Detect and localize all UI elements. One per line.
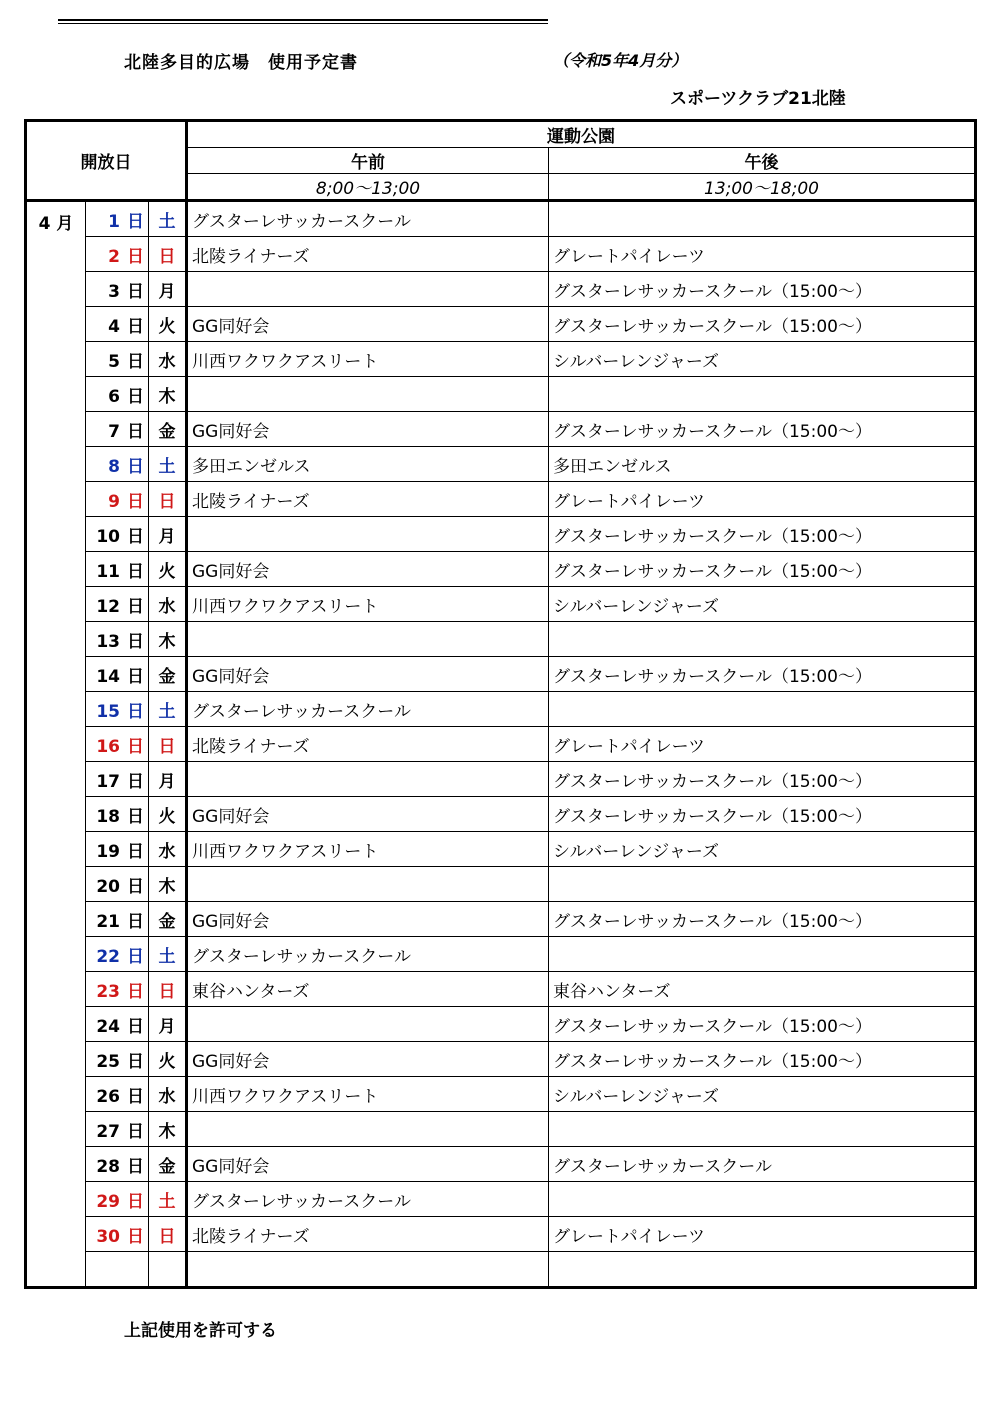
- weekday: 日: [149, 972, 187, 1007]
- day-suffix: 日: [127, 596, 144, 617]
- am-header: 午前: [187, 148, 549, 174]
- table-row: [26, 377, 976, 412]
- am-slot: グスターレサッカースクール: [187, 937, 549, 972]
- weekday: 土: [149, 447, 187, 482]
- day-number: [86, 412, 149, 447]
- table-row: [26, 1147, 976, 1182]
- table-row: [26, 201, 976, 237]
- table-row: [26, 1042, 976, 1077]
- weekday: 木: [149, 622, 187, 657]
- am-slot: 川西ワクワクアスリート: [187, 832, 549, 867]
- day-suffix: 日: [127, 421, 144, 442]
- day-number: [86, 342, 149, 377]
- pm-slot: グスターレサッカースクール（15:00～）: [549, 517, 976, 552]
- table-row: [26, 797, 976, 832]
- pm-slot: [549, 1112, 976, 1147]
- day-number: [86, 832, 149, 867]
- day-suffix: 日: [127, 351, 144, 372]
- day-number-value: 25: [96, 1051, 120, 1072]
- weekday: 金: [149, 657, 187, 692]
- empty-cell: [149, 1252, 187, 1288]
- day-suffix: 日: [127, 386, 144, 407]
- day-suffix: 日: [127, 701, 144, 722]
- table-row: [26, 937, 976, 972]
- weekday: 木: [149, 377, 187, 412]
- day-number-value: 5: [108, 351, 120, 372]
- table-row: [26, 307, 976, 342]
- day-suffix: 日: [127, 841, 144, 862]
- schedule-table: [24, 119, 977, 1289]
- day-number: [86, 762, 149, 797]
- table-row: [26, 1182, 976, 1217]
- table-row: [26, 1217, 976, 1252]
- day-number: [86, 1112, 149, 1147]
- table-row: [26, 237, 976, 272]
- am-time-header: 8;00～13;00: [187, 174, 549, 201]
- day-number-value: 29: [96, 1191, 120, 1212]
- day-number-value: 8: [108, 456, 120, 477]
- day-suffix: 日: [127, 946, 144, 967]
- day-suffix: 日: [127, 526, 144, 547]
- day-number-value: 15: [96, 701, 120, 722]
- weekday: 日: [149, 727, 187, 762]
- day-number-value: 17: [96, 771, 120, 792]
- approval-note: 上記使用を許可する: [124, 1321, 277, 1341]
- am-slot: GG同好会: [187, 412, 549, 447]
- table-row: [26, 482, 976, 517]
- pm-slot: グスターレサッカースクール（15:00～）: [549, 1042, 976, 1077]
- day-number-value: 13: [96, 631, 120, 652]
- empty-cell: [549, 1252, 976, 1288]
- am-slot: 北陵ライナーズ: [187, 727, 549, 762]
- day-suffix: 日: [127, 561, 144, 582]
- top-rule: [58, 19, 548, 24]
- day-number: [86, 937, 149, 972]
- am-slot: GG同好会: [187, 797, 549, 832]
- pm-slot: [549, 692, 976, 727]
- weekday: 月: [149, 517, 187, 552]
- day-suffix: 日: [127, 771, 144, 792]
- day-suffix: 日: [127, 911, 144, 932]
- day-number-value: 3: [108, 281, 120, 302]
- am-slot: [187, 1007, 549, 1042]
- day-suffix: 日: [127, 1226, 144, 1247]
- day-suffix: 日: [127, 491, 144, 512]
- am-slot: [187, 867, 549, 902]
- day-number-value: 1: [108, 211, 120, 232]
- day-number-value: 28: [96, 1156, 120, 1177]
- weekday: 月: [149, 272, 187, 307]
- day-number-value: 6: [108, 386, 120, 407]
- day-number: [86, 272, 149, 307]
- pm-slot: グスターレサッカースクール（15:00～）: [549, 412, 976, 447]
- pm-slot: 多田エンゼルス: [549, 447, 976, 482]
- opening-day-header: 開放日: [26, 121, 187, 201]
- pm-slot: グレートパイレーツ: [549, 727, 976, 762]
- pm-slot: グレートパイレーツ: [549, 482, 976, 517]
- weekday: 土: [149, 1182, 187, 1217]
- table-row: [26, 972, 976, 1007]
- weekday: 水: [149, 587, 187, 622]
- pm-slot: シルバーレンジャーズ: [549, 832, 976, 867]
- am-slot: グスターレサッカースクール: [187, 201, 549, 237]
- table-row: [26, 902, 976, 937]
- pm-slot: グスターレサッカースクール: [549, 1147, 976, 1182]
- day-number: [86, 377, 149, 412]
- weekday: 金: [149, 1147, 187, 1182]
- day-number: [86, 1042, 149, 1077]
- weekday: 水: [149, 342, 187, 377]
- pm-slot: グスターレサッカースクール（15:00～）: [549, 762, 976, 797]
- table-row: [26, 587, 976, 622]
- weekday: 月: [149, 762, 187, 797]
- day-suffix: 日: [127, 1191, 144, 1212]
- am-slot: [187, 762, 549, 797]
- am-slot: 北陵ライナーズ: [187, 1217, 549, 1252]
- pm-slot: [549, 937, 976, 972]
- day-number: [86, 517, 149, 552]
- day-number-value: 24: [96, 1016, 120, 1037]
- day-number-value: 26: [96, 1086, 120, 1107]
- day-number-value: 18: [96, 806, 120, 827]
- table-row: [26, 517, 976, 552]
- weekday: 木: [149, 1112, 187, 1147]
- day-number-value: 12: [96, 596, 120, 617]
- pm-slot: シルバーレンジャーズ: [549, 1077, 976, 1112]
- day-number-value: 16: [96, 736, 120, 757]
- day-number-value: 11: [96, 561, 120, 582]
- table-row: [26, 552, 976, 587]
- day-number: [86, 237, 149, 272]
- pm-slot: グスターレサッカースクール（15:00～）: [549, 902, 976, 937]
- day-suffix: 日: [127, 456, 144, 477]
- am-slot: GG同好会: [187, 307, 549, 342]
- day-suffix: 日: [127, 1051, 144, 1072]
- day-number-value: 21: [96, 911, 120, 932]
- day-number-value: 19: [96, 841, 120, 862]
- am-slot: 川西ワクワクアスリート: [187, 1077, 549, 1112]
- day-number: [86, 692, 149, 727]
- venue-header: 運動公園: [187, 121, 976, 148]
- pm-header: 午後: [549, 148, 976, 174]
- weekday: 金: [149, 412, 187, 447]
- am-slot: [187, 377, 549, 412]
- day-suffix: 日: [127, 211, 144, 232]
- table-row: [26, 867, 976, 902]
- day-suffix: 日: [127, 806, 144, 827]
- am-slot: 川西ワクワクアスリート: [187, 342, 549, 377]
- weekday: 土: [149, 692, 187, 727]
- table-row: [26, 727, 976, 762]
- weekday: 日: [149, 482, 187, 517]
- pm-slot: グスターレサッカースクール（15:00～）: [549, 657, 976, 692]
- pm-slot: グスターレサッカースクール（15:00～）: [549, 307, 976, 342]
- day-number-value: 23: [96, 981, 120, 1002]
- day-number-value: 10: [96, 526, 120, 547]
- pm-slot: グスターレサッカースクール（15:00～）: [549, 272, 976, 307]
- weekday: 土: [149, 201, 187, 237]
- am-slot: GG同好会: [187, 1147, 549, 1182]
- table-row: [26, 692, 976, 727]
- am-slot: [187, 1112, 549, 1147]
- day-number: [86, 1217, 149, 1252]
- day-suffix: 日: [127, 1156, 144, 1177]
- day-number: [86, 1007, 149, 1042]
- day-number: [86, 587, 149, 622]
- organization-name: スポーツクラブ21北陸: [670, 89, 846, 109]
- weekday: 金: [149, 902, 187, 937]
- am-slot: 北陵ライナーズ: [187, 482, 549, 517]
- day-number: [86, 552, 149, 587]
- day-suffix: 日: [127, 316, 144, 337]
- day-number: [86, 902, 149, 937]
- am-slot: GG同好会: [187, 1042, 549, 1077]
- day-number-value: 20: [96, 876, 120, 897]
- weekday: 日: [149, 1217, 187, 1252]
- pm-slot: グレートパイレーツ: [549, 1217, 976, 1252]
- weekday: 日: [149, 237, 187, 272]
- am-slot: 東谷ハンターズ: [187, 972, 549, 1007]
- pm-slot: グスターレサッカースクール（15:00～）: [549, 552, 976, 587]
- am-slot: GG同好会: [187, 552, 549, 587]
- day-suffix: 日: [127, 981, 144, 1002]
- day-number-value: 30: [96, 1226, 120, 1247]
- pm-slot: 東谷ハンターズ: [549, 972, 976, 1007]
- pm-slot: [549, 377, 976, 412]
- day-number: [86, 1182, 149, 1217]
- am-slot: GG同好会: [187, 657, 549, 692]
- day-suffix: 日: [127, 1086, 144, 1107]
- day-number: [86, 447, 149, 482]
- table-row: [26, 412, 976, 447]
- am-slot: 多田エンゼルス: [187, 447, 549, 482]
- weekday: 木: [149, 867, 187, 902]
- am-slot: [187, 622, 549, 657]
- am-slot: グスターレサッカースクール: [187, 1182, 549, 1217]
- weekday: 月: [149, 1007, 187, 1042]
- am-slot: 川西ワクワクアスリート: [187, 587, 549, 622]
- pm-slot: シルバーレンジャーズ: [549, 342, 976, 377]
- pm-slot: [549, 1182, 976, 1217]
- table-row: [26, 1077, 976, 1112]
- day-suffix: 日: [127, 666, 144, 687]
- weekday: 火: [149, 307, 187, 342]
- day-number: [86, 482, 149, 517]
- day-suffix: 日: [127, 281, 144, 302]
- am-slot: [187, 272, 549, 307]
- table-row: [26, 832, 976, 867]
- table-row: [26, 342, 976, 377]
- table-row: [26, 272, 976, 307]
- day-number-value: 9: [108, 491, 120, 512]
- pm-slot: グスターレサッカースクール（15:00～）: [549, 1007, 976, 1042]
- am-slot: GG同好会: [187, 902, 549, 937]
- am-slot: グスターレサッカースクール: [187, 692, 549, 727]
- table-row: [26, 657, 976, 692]
- weekday: 水: [149, 1077, 187, 1112]
- day-number-value: 27: [96, 1121, 120, 1142]
- day-number: [86, 867, 149, 902]
- day-number: [86, 657, 149, 692]
- weekday: 火: [149, 1042, 187, 1077]
- am-slot: [187, 517, 549, 552]
- period-label: （令和5年4月分）: [553, 51, 688, 70]
- pm-slot: グスターレサッカースクール（15:00～）: [549, 797, 976, 832]
- table-row: [26, 622, 976, 657]
- day-number: [86, 797, 149, 832]
- day-number: [86, 1077, 149, 1112]
- day-suffix: 日: [127, 631, 144, 652]
- weekday: 火: [149, 797, 187, 832]
- day-number: [86, 622, 149, 657]
- day-number: [86, 727, 149, 762]
- day-number-value: 14: [96, 666, 120, 687]
- day-number: [86, 307, 149, 342]
- day-number: [86, 201, 149, 237]
- table-row: [26, 1112, 976, 1147]
- table-row: [26, 447, 976, 482]
- day-suffix: 日: [127, 1016, 144, 1037]
- day-suffix: 日: [127, 1121, 144, 1142]
- pm-slot: [549, 201, 976, 237]
- document-title: 北陸多目的広場 使用予定書: [124, 53, 358, 73]
- month-label: 4 月: [26, 201, 86, 1288]
- day-number: [86, 1147, 149, 1182]
- pm-slot: シルバーレンジャーズ: [549, 587, 976, 622]
- weekday: 水: [149, 832, 187, 867]
- table-row: [26, 762, 976, 797]
- empty-cell: [187, 1252, 549, 1288]
- pm-slot: グレートパイレーツ: [549, 237, 976, 272]
- day-suffix: 日: [127, 876, 144, 897]
- empty-cell: [86, 1252, 149, 1288]
- am-slot: 北陵ライナーズ: [187, 237, 549, 272]
- day-suffix: 日: [127, 246, 144, 267]
- day-number-value: 4: [108, 316, 120, 337]
- pm-slot: [549, 622, 976, 657]
- pm-slot: [549, 867, 976, 902]
- weekday: 土: [149, 937, 187, 972]
- day-suffix: 日: [127, 736, 144, 757]
- day-number-value: 2: [108, 246, 120, 267]
- day-number-value: 22: [96, 946, 120, 967]
- day-number: [86, 972, 149, 1007]
- table-row: [26, 1007, 976, 1042]
- pm-time-header: 13;00～18;00: [549, 174, 976, 201]
- day-number-value: 7: [108, 421, 120, 442]
- empty-row: [26, 1252, 976, 1288]
- weekday: 火: [149, 552, 187, 587]
